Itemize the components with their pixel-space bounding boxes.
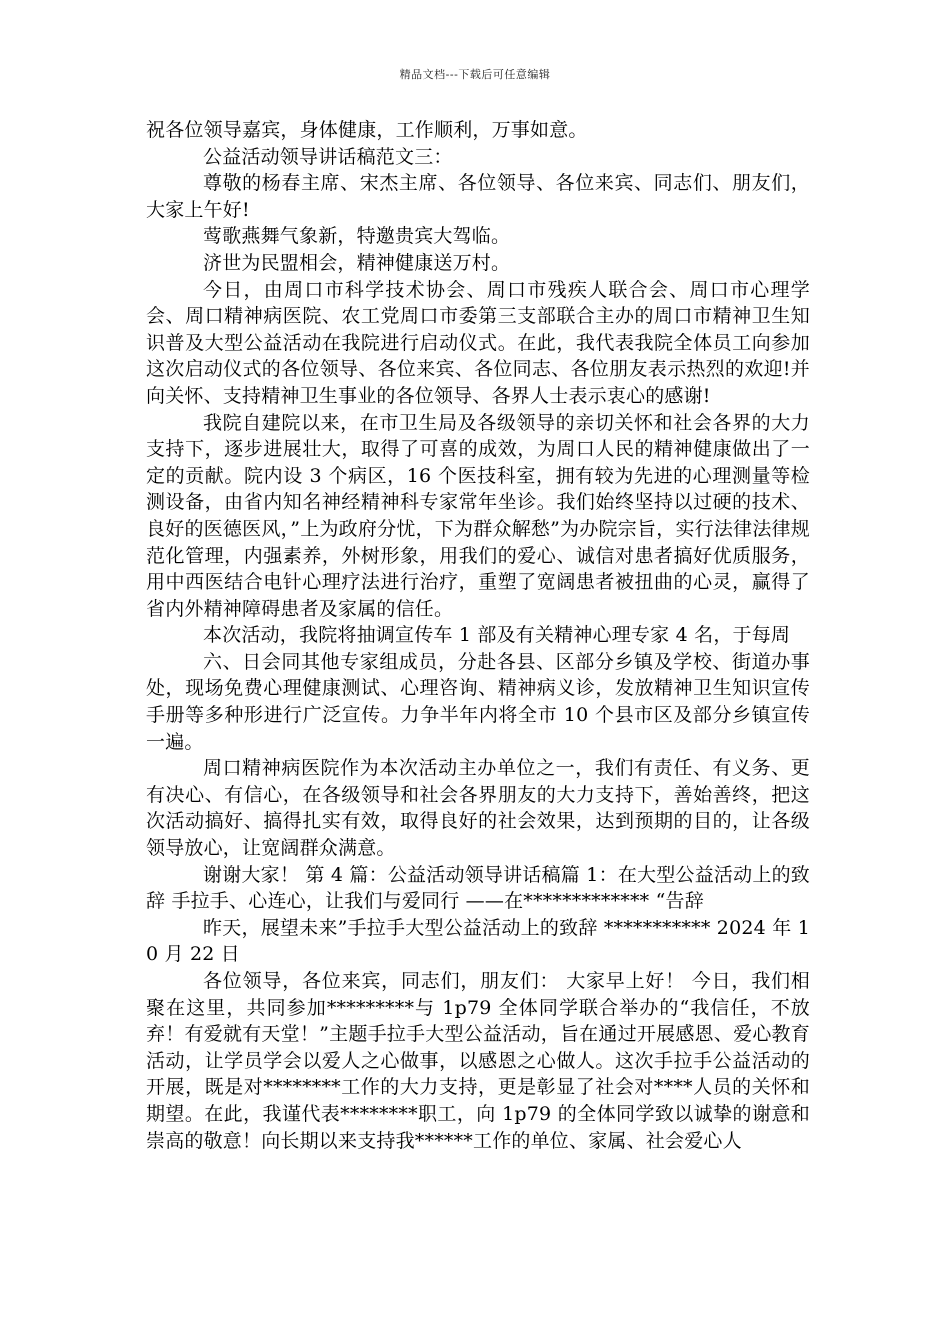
paragraph: 祝各位领导嘉宾，身体健康，工作顺利，万事如意。	[146, 119, 588, 141]
paragraph: 谢谢大家！ 第 4 篇：公益活动领导讲话稿篇 1：在大型公益活动上的致辞 手拉手、心连心，让我们与爱同行 ——在************* “告辞	[146, 863, 810, 913]
paragraph: 各位领导，各位来宾，同志们，朋友们： 大家早上好！ 今日，我们相聚在这里，共同参加*********与 1p79 全体同学联合举办的“我信任，不放弃！有爱就有天堂！”主题手拉手大型公益活动，旨在通过开展感恩、爱心教育活动，让学员学会以爱人之心做事，以感恩之心做人。这次手拉手公益活动的开展，既是对********工作的大力支持，更是彰显了社会对****人员的关怀和期望。在此，我谨代表********职工，向 1p79 的全体同学致以诚挚的谢意和崇高的敬意！向长期以来支持我******工作的单位、家属、社会爱心人	[146, 970, 810, 1152]
paragraph: 公益活动领导讲话稿范文三：	[203, 145, 453, 168]
paragraph: 周口精神病医院作为本次活动主办单位之一，我们有责任、有义务、更有决心、有信心，在各级领导和社会各界朋友的大力支持下，善始善终，把这次活动搞好、搞得扎实有效，取得良好的社会效果，达到预期的目的，让各级领导放心，让宽阔群众满意。	[146, 757, 810, 860]
paragraph: 莺歌燕舞气象新，特邀贵宾大驾临。	[203, 225, 511, 248]
paragraph: 六、日会同其他专家组成员，分赴各县、区部分乡镇及学校、街道办事处，现场免费心理健康测试、心理咨询、精神病义诊，发放精神卫生知识宣传手册等多种形进行广泛宣传。力争半年内将全市 10 个县市区及部分乡镇宣传一遍。	[146, 650, 810, 753]
paragraph: 济世为民盟相会，精神健康送万村。	[203, 251, 511, 274]
page-header: 精品文档---下载后可任意编辑	[399, 68, 551, 81]
paragraph: 昨天，展望未来”手拉手大型公益活动上的致辞 *********** 2024 年 10 月 22 日	[146, 916, 810, 966]
paragraph: 尊敬的杨春主席、宋杰主席、各位领导、各位来宾、同志们、朋友们，大家上午好!	[146, 172, 810, 221]
paragraph: 本次活动，我院将抽调宣传车 1 部及有关精神心理专家 4 名，于每周	[203, 624, 791, 647]
document-body	[146, 117, 810, 1154]
paragraph: 今日，由周口市科学技术协会、周口市残疾人联合会、周口市心理学会、周口精神病医院、农工党周口市委第三支部联合主办的周口市精神卫生知识普及大型公益活动在我院进行启动仪式。在此，我代表我院全体员工向参加这次启动仪式的各位领导、各位来宾、各位同志、各位朋友表示热烈的欢迎!并向关怀、支持精神卫生事业的各位领导、各界人士表示衷心的感谢!	[146, 278, 810, 407]
paragraph: 我院自建院以来，在市卫生局及各级领导的亲切关怀和社会各界的大力支持下，逐步进展壮大，取得了可喜的成效，为周口人民的精神健康做出了一定的贡献。院内设 3 个病区，16 个医技科室，拥有较为先进的心理测量等检测设备，由省内知名神经精神科专家常年坐诊。我们始终坚持以过硬的技术、良好的医德医风，”上为政府分忧，下为群众解愁”为办院宗旨，实行法律法律规范化管理，内强素养，外树形象，用我们的爱心、诚信对患者搞好优质服务，用中西医结合电针心理疗法进行治疗，重塑了宽阔患者被扭曲的心灵，赢得了省内外精神障碍患者及家属的信任。	[146, 411, 810, 620]
